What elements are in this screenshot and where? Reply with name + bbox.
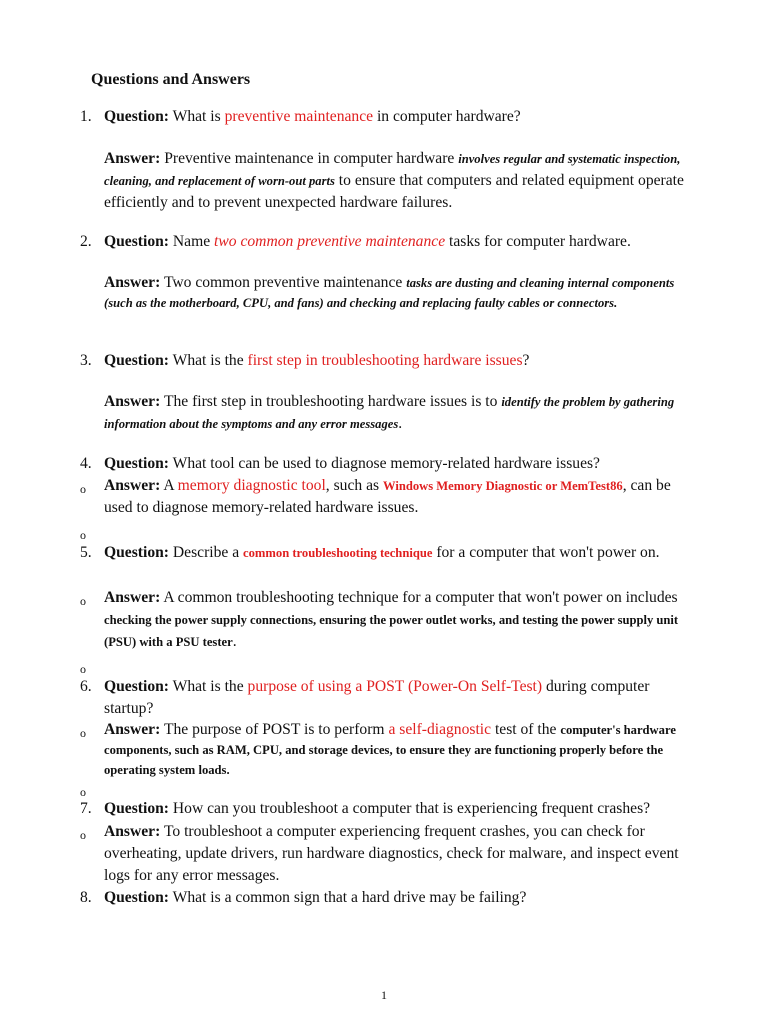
list-number: 1. bbox=[80, 108, 92, 125]
answer-label: Answer: bbox=[104, 477, 161, 494]
list-number: 2. bbox=[80, 233, 92, 250]
bullet-icon: o bbox=[80, 828, 86, 842]
bullet-icon: o bbox=[80, 662, 86, 676]
highlight: two common preventive maintenance bbox=[214, 233, 446, 250]
answer-label: Answer: bbox=[104, 393, 161, 410]
document-page: Questions and Answers 1. Question: What is preventive maintenance in computer hardware? Answer: Preventive maintenance in computer hardware involves regular and systematic inspection, cleaning, and replacement of worn-out parts to ensure that computers and related equipment operate efficiently and to prevent unexpected hardware failures. 2. Question: Name two common preventive maintenance tasks for computer hardware. Answer: Two common preventive maintenance tasks are dusting and cleaning internal components (such as the motherboard, CPU, and fans) and checking and replacing faulty cables or connectors. 3. Question: What is the first step in troubleshooting hardware issues? Answer: The first step in troubleshooting hardware issues is to identify the problem by gathering information about the symptoms and any error messages. 4. Question: What tool can be used to diagnose memory-related hardware issues? o Answer: A memory diagnostic tool, such as Windows Memory Diagnostic or MemTest86, can be used to diagnose memory-related hardware issues. o 5. Question: Describe a common troubleshooting technique for a computer that won't power on. o Answer: A common troubleshooting technique for a computer that won't power on includes checking the power supply connections, ensuring the power outlet works, and testing the power supply unit (PSU) with a PSU tester. o 6. Question: What is the purpose of using a POST (Power-On Self-Test) during computer startup? o Answer: The purpose of POST is to perform a self-diagnostic test of the computer's hardware components, such as RAM, CPU, and storage devices, to ensure they are functioning properly before the operating system loads. o 7. Question: How can you troubleshoot a computer that is experiencing frequent crashes? o Answer: To troubleshoot a computer experiencing frequent crashes, you can check for overheating, update drivers, run hardware diagnostics, check for malware, and inspect event logs for any error messages. 8. Question: What is a common sign that a hard drive may be failing? 1 bbox=[0, 0, 768, 1024]
answer-label: Answer: bbox=[104, 721, 161, 738]
answer-label: Answer: bbox=[104, 589, 161, 606]
highlight: first step in troubleshooting hardware issues bbox=[247, 352, 523, 369]
question-label: Question: bbox=[104, 108, 169, 125]
highlight: common troubleshooting technique bbox=[243, 546, 433, 560]
list-number: 8. bbox=[80, 889, 92, 906]
bullet-icon: o bbox=[80, 785, 86, 799]
question-label: Question: bbox=[104, 455, 169, 472]
list-number: 6. bbox=[80, 678, 92, 695]
bullet-icon: o bbox=[80, 528, 86, 542]
list-number: 3. bbox=[80, 352, 92, 369]
page-title: Questions and Answers bbox=[91, 71, 251, 88]
bullet-icon: o bbox=[80, 594, 86, 608]
list-number: 7. bbox=[80, 800, 92, 817]
question-label: Question: bbox=[104, 889, 169, 906]
question-label: Question: bbox=[104, 352, 169, 369]
answer-label: Answer: bbox=[104, 150, 161, 167]
question-label: Question: bbox=[104, 800, 169, 817]
highlight: memory diagnostic tool bbox=[177, 477, 326, 494]
list-number: 5. bbox=[80, 544, 92, 561]
question-label: Question: bbox=[104, 233, 169, 250]
question-label: Question: bbox=[104, 544, 169, 561]
highlight: purpose of using a POST (Power-On Self-Test) bbox=[247, 678, 543, 695]
highlight: a self-diagnostic bbox=[388, 721, 492, 738]
page-number: 1 bbox=[381, 988, 387, 1002]
list-number: 4. bbox=[80, 455, 92, 472]
highlight: Windows Memory Diagnostic or MemTest86 bbox=[382, 479, 623, 493]
highlight: preventive maintenance bbox=[224, 108, 374, 125]
answer-label: Answer: bbox=[104, 823, 161, 840]
bullet-icon: o bbox=[80, 482, 86, 496]
bullet-icon: o bbox=[80, 726, 86, 740]
answer-label: Answer: bbox=[104, 274, 161, 291]
question-label: Question: bbox=[104, 678, 169, 695]
